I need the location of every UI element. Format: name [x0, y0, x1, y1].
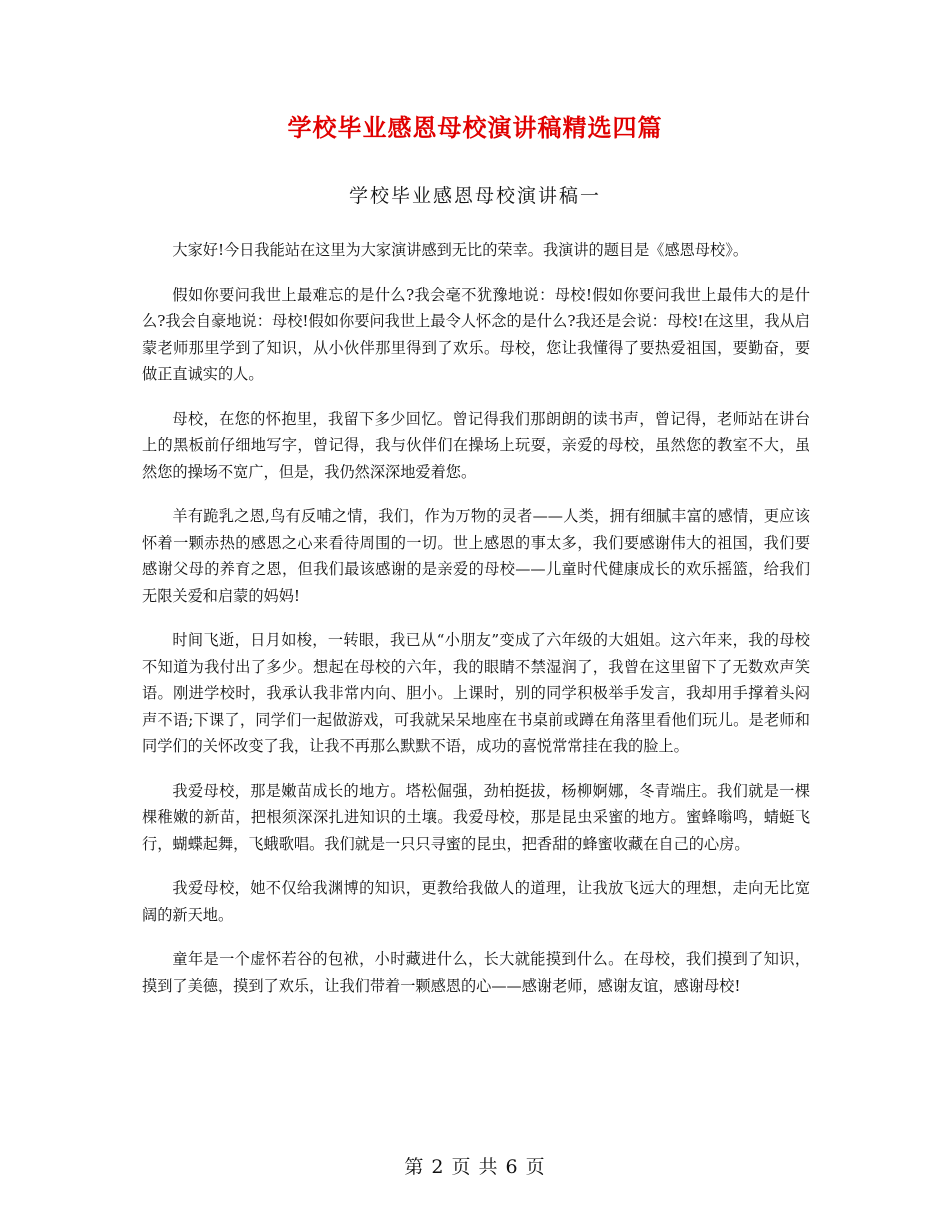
paragraph: 我爱母校，那是嫩苗成长的地方。塔松倔强，劲柏挺拔，杨柳婀娜，冬青端庄。我们就是一棵棵稚嫩的新苗，把根须深深扎进知识的土壤。我爱母校，那是昆虫采蜜的地方。蜜蜂嗡鸣，蜻蜓飞行，蝴蝶起舞，飞蛾歌唱。我们就是一只只寻蜜的昆虫，把香甜的蜂蜜收藏在自己的心房。 [142, 781, 810, 853]
section-title: 学校毕业感恩母校演讲稿一 [348, 185, 601, 207]
document-title: 学校毕业感恩母校演讲稿精选四篇 [287, 113, 663, 142]
paragraph: 童年是一个虚怀若谷的包袱，小时藏进什么，长大就能摸到什么。在母校，我们摸到了知识，摸到了美德，摸到了欢乐，让我们带着一颗感恩的心——感谢老师，感谢友谊，感谢母校! [142, 950, 810, 995]
document-body [142, 237, 810, 1017]
paragraph: 假如你要问我世上最难忘的是什么?我会毫不犹豫地说：母校!假如你要问我世上最伟大的是什么?我会自豪地说：母校!假如你要问我世上最令人怀念的是什么?我还是会说：母校!在这里，我从启蒙老师那里学到了知识，从小伙伴那里得到了欢乐。母校，您让我懂得了要热爱祖国，要勤奋，要做正直诚实的人。 [142, 285, 810, 383]
paragraph: 母校，在您的怀抱里，我留下多少回忆。曾记得我们那朗朗的读书声，曾记得，老师站在讲台上的黑板前仔细地写字，曾记得，我与伙伴们在操场上玩耍，亲爱的母校，虽然您的教室不大，虽然您的操场不宽广，但是，我仍然深深地爱着您。 [142, 409, 810, 481]
page-number-footer: 第 2 页 共 6 页 [404, 1156, 546, 1178]
paragraph: 我爱母校，她不仅给我渊博的知识，更教给我做人的道理，让我放飞远大的理想，走向无比宽阔的新天地。 [142, 879, 810, 924]
paragraph: 大家好!今日我能站在这里为大家演讲感到无比的荣幸。我演讲的题目是《感恩母校》。 [172, 241, 749, 259]
paragraph: 时间飞逝，日月如梭，一转眼，我已从“小朋友”变成了六年级的大姐姐。这六年来，我的母校不知道为我付出了多少。想起在母校的六年，我的眼睛不禁湿润了，我曾在这里留下了无数欢声笑语。刚进学校时，我承认我非常内向、胆小。上课时，别的同学积极举手发言，我却用手撑着头闷声不语;下课了，同学们一起做游戏，可我就呆呆地座在书桌前或蹲在角落里看他们玩儿。是老师和同学们的关怀改变了我，让我不再那么默默不语，成功的喜悦常常挂在我的脸上。 [142, 631, 810, 755]
paragraph: 羊有跪乳之恩,鸟有反哺之情，我们，作为万物的灵者——人类，拥有细腻丰富的感情，更应该怀着一颗赤热的感恩之心来看待周围的一切。世上感恩的事太多，我们要感谢伟大的祖国，我们要感谢父母的养育之恩，但我们最该感谢的是亲爱的母校——儿童时代健康成长的欢乐摇篮，给我们无限关爱和启蒙的妈妈! [142, 507, 810, 605]
